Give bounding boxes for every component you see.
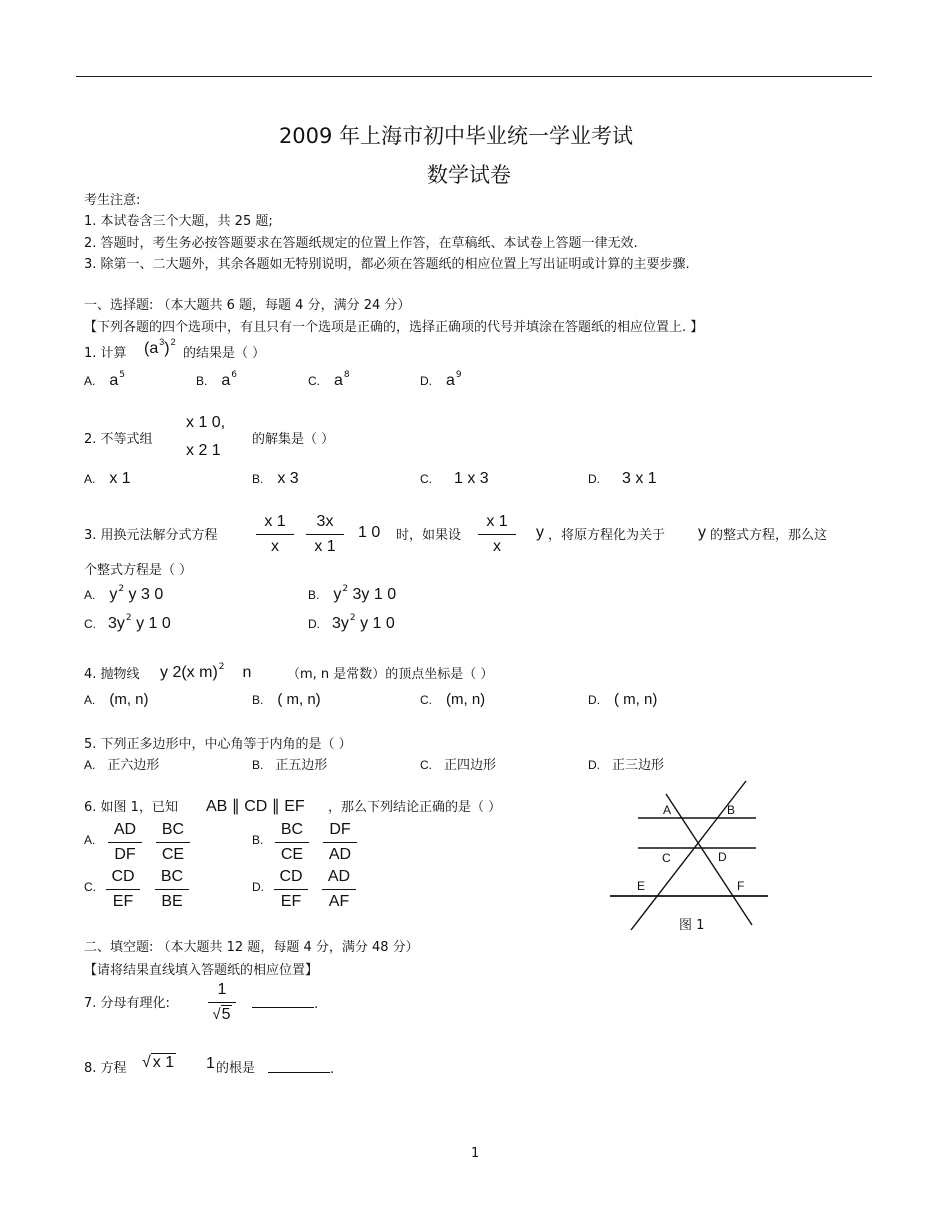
q6-option-d[interactable]: D. bbox=[252, 880, 264, 894]
transversal-1 bbox=[666, 794, 752, 925]
q1-expr-exp2: 2 bbox=[170, 337, 176, 347]
q1-option-a[interactable]: A. $a^5$ bbox=[84, 370, 125, 389]
q8-rhs: 1 bbox=[206, 1055, 215, 1072]
q4-option-d[interactable]: D. ( m, n) bbox=[588, 691, 658, 708]
q3-fraction-1: x 1 x bbox=[256, 511, 294, 558]
q6-prefix: 6. 如图 1，已知 bbox=[84, 800, 178, 815]
q2-option-b[interactable]: B. x 3 bbox=[252, 470, 299, 487]
q3-prefix: 3. 用换元法解分式方程 bbox=[84, 528, 218, 543]
q5-option-c[interactable]: C. 正四边形 bbox=[420, 758, 497, 773]
q7-prefix: 7. 分母有理化: bbox=[84, 996, 170, 1011]
note-item-1: 1. 本试卷含三个大题，共 25 题; bbox=[84, 214, 273, 229]
figure-1-caption: 图 1 bbox=[679, 918, 705, 933]
q6-option-a[interactable]: A. bbox=[84, 833, 96, 847]
q2-option-a[interactable]: A. x 1 bbox=[84, 470, 131, 487]
q4-suffix: （m, n 是常数）的顶点坐标是（ ） bbox=[287, 667, 494, 682]
q2-option-c[interactable]: C. 1 x 3 bbox=[420, 470, 489, 487]
q2-suffix: 的解集是（ ） bbox=[252, 432, 335, 447]
q5-option-a[interactable]: A. 正六边形 bbox=[84, 758, 160, 773]
q1-option-d[interactable]: D. $a^9$ bbox=[420, 370, 462, 389]
q5-option-b[interactable]: B. 正五边形 bbox=[252, 758, 328, 773]
note-item-2: 2. 答题时，考生务必按答题要求在答题纸规定的位置上作答，在草稿纸、本试卷上答题一律无效. bbox=[84, 236, 638, 251]
q1-expr-exp1: 3 bbox=[159, 337, 165, 347]
q2-row2: x 2 1 bbox=[186, 442, 221, 459]
q6-suffix: ，那么下列结论正确的是（ ） bbox=[328, 800, 502, 815]
q7-fraction: 1 √5 bbox=[208, 979, 236, 1026]
q1-option-b[interactable]: B. $a^6$ bbox=[196, 370, 237, 389]
label-c: C bbox=[662, 851, 671, 865]
q3-text-1: 时，如果设 bbox=[396, 528, 462, 543]
section2-instruction: 【请将结果直线填入答题纸的相应位置】 bbox=[84, 963, 319, 978]
q4-expression: y 2(x m)$^2$ n bbox=[160, 662, 252, 681]
page-subtitle: 数学试卷 bbox=[427, 163, 511, 187]
q6-option-c[interactable]: C. bbox=[84, 880, 96, 894]
label-a: A bbox=[663, 803, 672, 817]
section1-instruction: 【下列各题的四个选项中，有且只有一个选项是正确的，选择正确项的代号并填涂在答题纸的相应位置上. 】 bbox=[84, 320, 704, 335]
q3-text-2: ，将原方程化为关于 bbox=[548, 528, 666, 543]
q4-option-b[interactable]: B. ( m, n) bbox=[252, 691, 321, 708]
q1-expression bbox=[144, 337, 176, 358]
q3-text-3: 的整式方程，那么这 bbox=[710, 528, 828, 543]
q8-radical: √ x 1 bbox=[142, 1054, 175, 1071]
q5-text: 5. 下列正多边形中，中心角等于内角的是（ ） bbox=[84, 737, 352, 752]
q3-option-d[interactable]: D. $3y^2$ y 1 0 bbox=[308, 613, 395, 632]
q6-d-fraction-1: CD EF bbox=[274, 866, 308, 913]
q3-option-c[interactable]: C. $3y^2$ y 1 0 bbox=[84, 613, 171, 632]
q8-suffix: 的根是 bbox=[216, 1061, 256, 1076]
q3-rhs: 1 0 bbox=[358, 524, 381, 541]
q8-answer-blank[interactable]: . bbox=[268, 1058, 334, 1077]
q6-c-fraction-1: CD EF bbox=[106, 866, 140, 913]
q1-option-c[interactable]: C. $a^8$ bbox=[308, 370, 350, 389]
top-rule bbox=[76, 76, 872, 77]
q3-y2: y bbox=[698, 524, 706, 541]
q1-suffix: 的结果是（ ） bbox=[183, 346, 266, 361]
q4-option-a[interactable]: A. (m, n) bbox=[84, 691, 149, 708]
q1-prefix: 1. 计算 bbox=[84, 346, 127, 361]
q6-a-fraction-1: AD DF bbox=[108, 819, 142, 866]
label-f: F bbox=[737, 879, 745, 893]
page-number: 1 bbox=[471, 1146, 480, 1161]
q6-b-fraction-2: DF AD bbox=[323, 819, 357, 866]
q2-row1: x 1 0, bbox=[186, 414, 226, 431]
q6-expression: AB ∥ CD ∥ EF bbox=[206, 798, 305, 815]
q2-option-d[interactable]: D. 3 x 1 bbox=[588, 470, 657, 487]
note-item-3: 3. 除第一、二大题外，其余各题如无特别说明，都必须在答题纸的相应位置上写出证明或计算的主要步骤. bbox=[84, 257, 690, 272]
q5-option-d[interactable]: D. 正三边形 bbox=[588, 758, 665, 773]
q3-fraction-3: x 1 x bbox=[478, 511, 516, 558]
q6-option-b[interactable]: B. bbox=[252, 833, 264, 847]
q4-prefix: 4. 抛物线 bbox=[84, 667, 140, 682]
section1-heading: 一、选择题: （本大题共 6 题，每题 4 分，满分 24 分） bbox=[84, 298, 411, 313]
q1-expr-base: (a bbox=[144, 340, 159, 357]
label-e: E bbox=[637, 879, 646, 893]
notes-heading: 考生注意: bbox=[84, 193, 141, 208]
figure-1 bbox=[600, 775, 780, 935]
section2-heading: 二、填空题: （本大题共 12 题，每题 4 分，满分 48 分） bbox=[84, 940, 419, 955]
q6-d-fraction-2: AD AF bbox=[322, 866, 356, 913]
label-b: B bbox=[727, 803, 736, 817]
q6-c-fraction-2: BC BE bbox=[155, 866, 189, 913]
q8-prefix: 8. 方程 bbox=[84, 1061, 127, 1076]
q3-fraction-2: 3x x 1 bbox=[306, 511, 344, 558]
label-d: D bbox=[718, 850, 727, 864]
q7-answer-blank[interactable]: . bbox=[252, 993, 318, 1012]
q1-expr-close: ) bbox=[164, 340, 170, 357]
q6-b-fraction-1: BC CE bbox=[275, 819, 309, 866]
q6-a-fraction-2: BC CE bbox=[156, 819, 190, 866]
q3-option-a[interactable]: A. $y^2$ y 3 0 bbox=[84, 584, 164, 603]
q3-line2: 个整式方程是（ ） bbox=[84, 563, 193, 578]
q3-option-b[interactable]: B. $y^2$ 3y 1 0 bbox=[308, 584, 397, 603]
q4-option-c[interactable]: C. (m, n) bbox=[420, 691, 486, 708]
q2-prefix: 2. 不等式组 bbox=[84, 432, 153, 447]
page-title: 2009 年上海市初中毕业统一学业考试 bbox=[278, 124, 634, 148]
q3-y: y bbox=[536, 524, 544, 541]
